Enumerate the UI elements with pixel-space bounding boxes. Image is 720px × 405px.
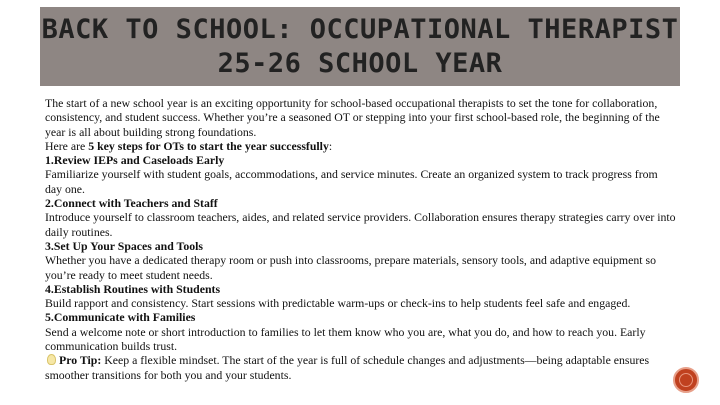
step-text-5: Send a welcome note or short introduction to families to let them know who you are, what you do, and how to reach you. Early communication builds trust. (45, 324, 646, 354)
step-title-1: 1.Review IEPs and Caseloads Early (45, 153, 225, 168)
slide-title: BACK TO SCHOOL: OCCUPATIONAL THERAPIST (41, 13, 679, 45)
slide-subtitle: 25-26 SCHOOL YEAR (217, 47, 503, 79)
lead-suffix: : (328, 138, 333, 153)
lead-line (45, 139, 677, 153)
slide-nav-button-ring (679, 373, 693, 387)
intro-paragraph: The start of a new school year is an exciting opportunity for school-based occupational therapists to set the tone for collaboration, consistency, and student success. Whether you’re a seasoned OT or stepping into your first school-based role, the beginning of the year is all about building strong foundations. (45, 96, 660, 139)
slide-body (45, 96, 677, 382)
lead-bold: 5 key steps for OTs to start the year successfully (88, 138, 329, 153)
slide-nav-button[interactable] (673, 367, 699, 393)
step-title-4: 4.Establish Routines with Students (45, 281, 221, 296)
step-text-4: Build rapport and consistency. Start sessions with predictable warm-ups or check-ins to help students feel safe and engaged. (45, 296, 631, 311)
step-text-2: Introduce yourself to classroom teachers, aides, and related service providers. Collaboration ensures therapy strategies carry over into daily routines. (45, 210, 676, 239)
step-text-1: Familiarize yourself with student goals, accommodations, and service minutes. Create an organized system to track progress from day one. (45, 167, 658, 196)
pro-tip-text: Keep a flexible mindset. The start of the year is full of schedule changes and adjustments—being adaptable ensures smoother transitions for both you and your students. (45, 353, 650, 382)
step-title-2: 2.Connect with Teachers and Staff (45, 196, 218, 211)
step-title-3: 3.Set Up Your Spaces and Tools (45, 238, 203, 253)
step-title-5: 5.Communicate with Families (45, 310, 196, 325)
pro-tip-label: Pro Tip: (59, 353, 102, 368)
lightbulb-icon (47, 354, 56, 365)
lead-prefix: Here are (45, 138, 89, 153)
pro-tip (45, 353, 677, 382)
title-banner (40, 7, 680, 86)
step-text-3: Whether you have a dedicated therapy room or push into classrooms, prepare materials, sensory tools, and adaptive equipment so you’re ready to meet student needs. (45, 253, 656, 282)
